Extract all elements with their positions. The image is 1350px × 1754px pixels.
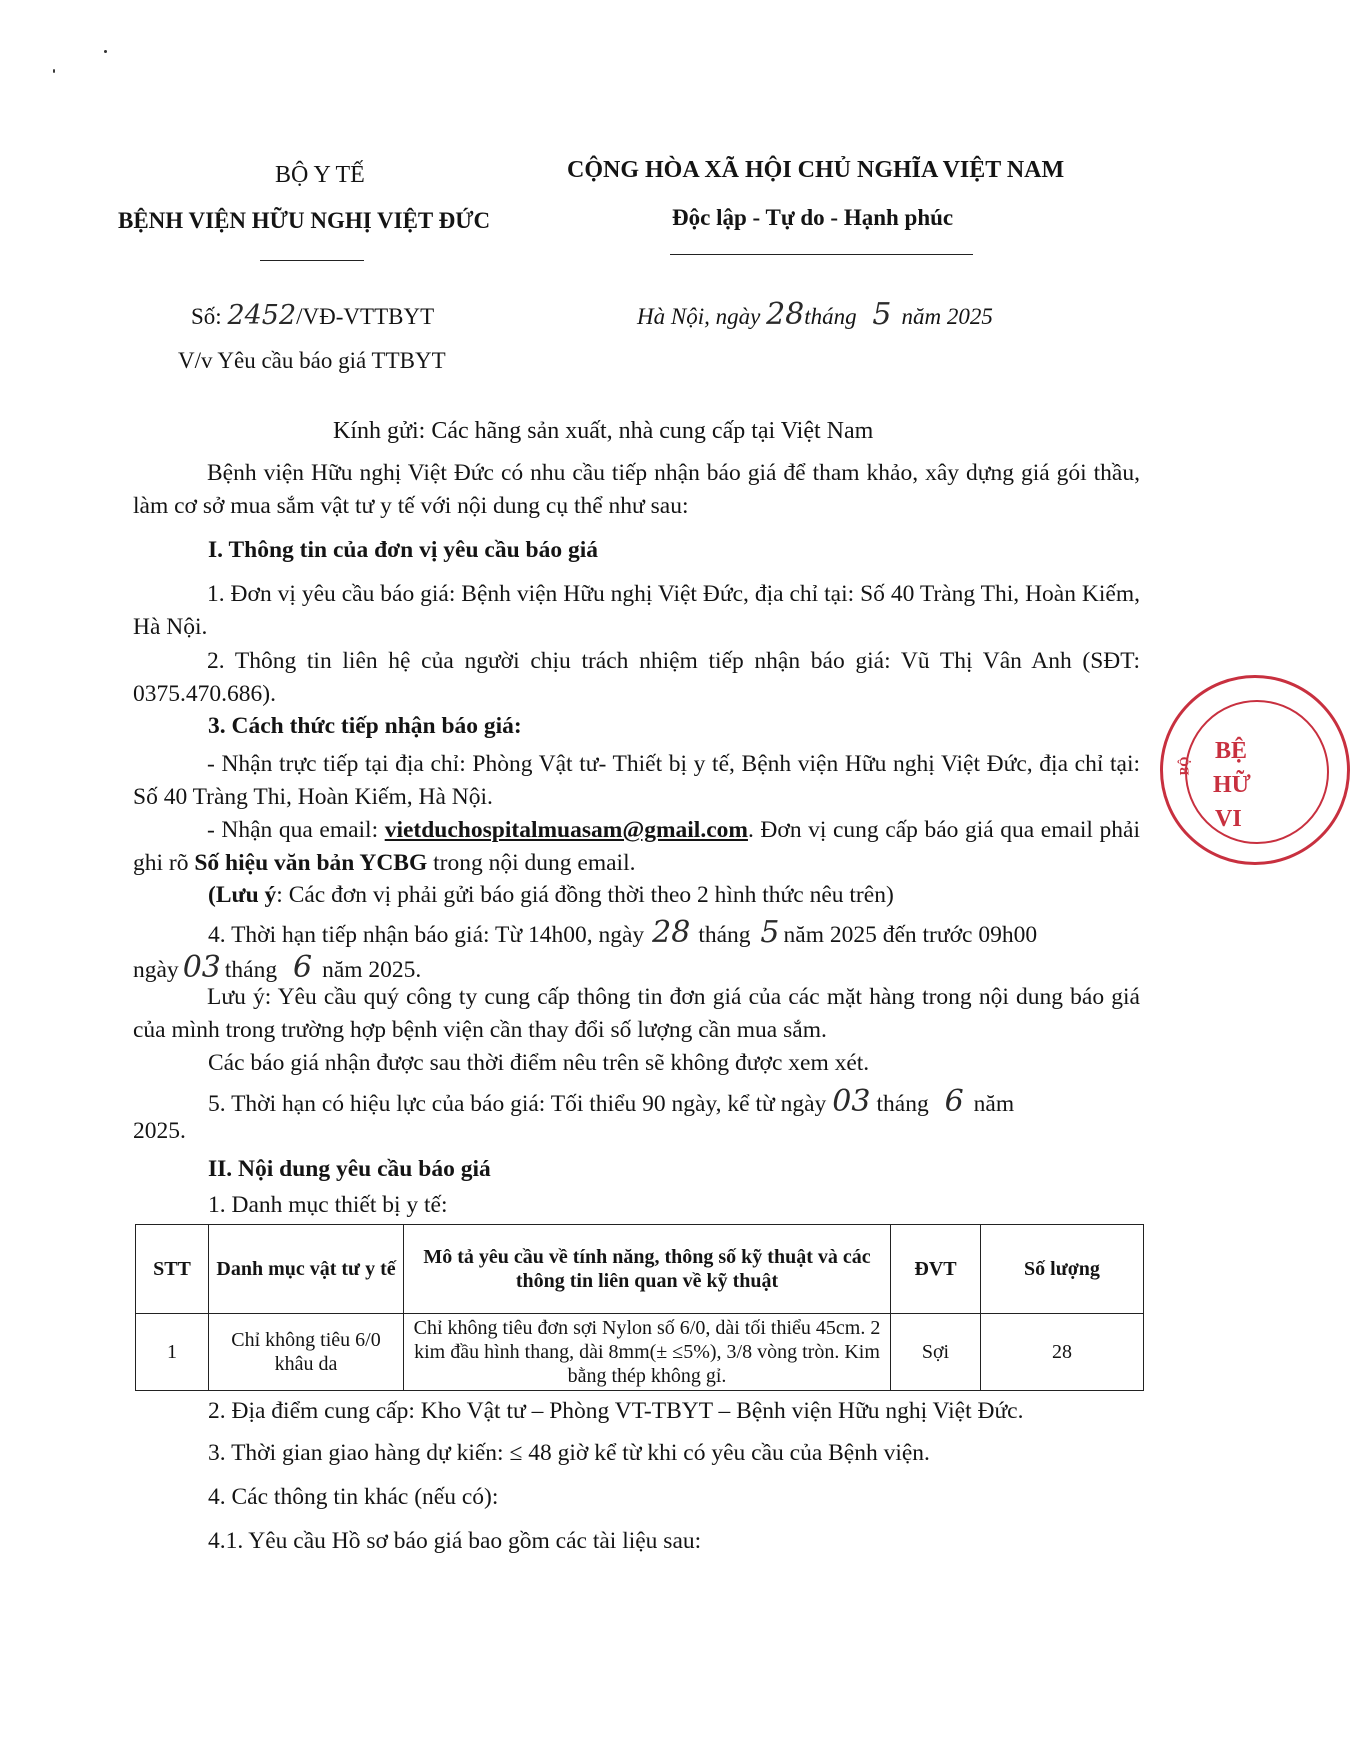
email-bold-note: Số hiệu văn bản YCBG [194,850,428,876]
note-unit-price: Lưu ý: Yêu cầu quý công ty cung cấp thông tin đơn giá của các mặt hàng trong nội dung báo giá của mình trong trường hợp bệnh viện cần thay đổi số lượng cần mua sắm. [133,984,1140,1043]
hospital-stamp [1160,675,1350,865]
item-5-year: 2025. [133,1118,186,1144]
item-4-month-1: 5 [760,915,780,950]
item-5-text-b: tháng [876,1091,929,1117]
section-2-title: II. Nội dung yêu cầu báo giá [208,1156,491,1182]
hospital-name: BỆNH VIỆN HỮU NGHỊ VIỆT ĐỨC [118,208,491,233]
cell-stt: 1 [136,1314,209,1391]
item-4-day-1: 28 [652,915,691,950]
doc-no-prefix: Số: [191,304,222,329]
header-left-divider [260,260,364,261]
item-3-email-paragraph [133,814,1140,880]
section-1-item-2: 2. Thông tin liên hệ của người chịu trách nhiệm tiếp nhận báo giá: Vũ Thị Vân Anh (SĐT: 0375.470.686). [133,648,1140,707]
date-month: 5 [872,297,892,332]
stamp-side-text: BỘ [1176,756,1192,776]
note-both-methods [208,882,894,909]
item-5-line-1 [208,1084,1014,1119]
column-header-item: Danh mục vật tư y tế [209,1225,404,1314]
column-header-unit: ĐVT [891,1225,981,1314]
document-number [191,300,434,331]
item-5-text-a: 5. Thời hạn có hiệu lực của báo giá: Tối thiểu 90 ngày, kể từ ngày [208,1091,827,1117]
scan-speck [53,69,55,73]
stamp-text-line-2: HỮ [1213,772,1251,798]
doc-no-handwritten: 2452 [227,300,297,331]
date-prefix: Hà Nội, ngày [637,304,761,329]
item-3-direct: - Nhận trực tiếp tại địa chỉ: Phòng Vật tư- Thiết bị y tế, Bệnh viện Hữu nghị Việt Đức, địa chỉ tại: Số 40 Tràng Thi, Hoàn Kiếm, Hà Nội. [133,751,1140,810]
date-day: 28 [766,297,805,332]
column-header-description: Mô tả yêu cầu về tính năng, thông số kỹ thuật và các thông tin liên quan về kỹ thuật [404,1225,891,1314]
email-mid: . Đơn vị cung cấp báo giá qua email phải ghi rõ [133,817,1140,876]
item-4-text-b: tháng [698,922,751,948]
cell-quantity: 28 [981,1314,1144,1391]
item-4-text-f: năm 2025. [322,957,422,983]
document-subject: V/v Yêu cầu báo giá TTBYT [178,348,446,373]
note-late-quotes: Các báo giá nhận được sau thời điểm nêu trên sẽ không được xem xét. [208,1050,870,1076]
section-1-item-1: 1. Đơn vị yêu cầu báo giá: Bệnh viện Hữu nghị Việt Đức, địa chỉ tại: Số 40 Tràng Thi, Hoàn Kiếm, Hà Nội. [133,581,1140,640]
item-4-day-2: 03 [182,950,221,985]
column-header-stt: STT [136,1225,209,1314]
doc-no-suffix: /VĐ-VTTBYT [296,304,435,329]
motto: Độc lập - Tự do - Hạnh phúc [672,205,954,230]
other-info: 4. Các thông tin khác (nếu có): [208,1484,499,1510]
header-right-divider [670,254,973,255]
item-4-line-1 [208,915,1037,950]
ministry-name: BỘ Y TẾ [275,162,365,188]
item-4-text-e: tháng [224,957,278,983]
note-label: (Lưu ý [208,882,277,908]
device-table [135,1224,1144,1391]
republic-title: CỘNG HÒA XÃ HỘI CHỦ NGHĨA VIỆT NAM [567,157,1065,183]
email-prefix: - Nhận qua email: [207,817,379,843]
email-link[interactable]: vietduchospitalmuasam@gmail.com [384,817,748,843]
note-text: : Các đơn vị phải gửi báo giá đồng thời theo 2 hình thức nêu trên) [276,882,894,908]
quote-documents-requirement: 4.1. Yêu cầu Hồ sơ báo giá bao gồm các tài liệu sau: [208,1528,702,1554]
item-5-day: 03 [832,1084,871,1119]
section-1-title: I. Thông tin của đơn vị yêu cầu báo giá [208,537,598,563]
item-4-line-2 [133,950,421,985]
cell-description: Chỉ không tiêu đơn sợi Nylon số 6/0, dài tối thiểu 45cm. 2 kim đầu hình thang, dài 8mm(± ≤5%), 3/8 vòng tròn. Kim bằng thép không gỉ. [404,1314,891,1391]
cell-unit: Sợi [891,1314,981,1391]
item-5-month: 6 [944,1084,964,1119]
date-year: năm 2025 [901,304,993,329]
column-header-quantity: Số lượng [981,1225,1144,1314]
item-4-text-c: năm 2025 đến trước 09h00 [783,922,1038,948]
stamp-inner-ring [1185,700,1329,844]
delivery-time: 3. Thời gian giao hàng dự kiến: ≤ 48 giờ kể từ khi có yêu cầu của Bệnh viện. [208,1440,930,1466]
item-4-month-2: 6 [292,950,313,985]
document-date [637,297,993,332]
stamp-text-line-3: VI [1215,806,1242,832]
table-row [136,1314,1144,1391]
section-1-item-3-title: 3. Cách thức tiếp nhận báo giá: [208,713,522,739]
stamp-text-line-1: BỆ [1215,738,1248,764]
date-month-label: tháng [804,304,857,329]
item-5-text-c: năm [973,1091,1015,1117]
table-header-row [136,1225,1144,1314]
salutation: Kính gửi: Các hãng sản xuất, nhà cung cấp tại Việt Nam [333,418,874,444]
delivery-location: 2. Địa điểm cung cấp: Kho Vật tư – Phòng VT-TBYT – Bệnh viện Hữu nghị Việt Đức. [208,1398,1024,1424]
cell-item: Chỉ không tiêu 6/0 khâu da [209,1314,404,1391]
scan-speck [104,50,107,53]
item-4-text-a: 4. Thời hạn tiếp nhận báo giá: Từ 14h00, ngày [208,922,645,948]
intro-paragraph: Bệnh viện Hữu nghị Việt Đức có nhu cầu tiếp nhận báo giá để tham khảo, xây dựng giá gói thầu, làm cơ sở mua sắm vật tư y tế với nội dung cụ thể như sau: [133,460,1140,519]
device-list-title: 1. Danh mục thiết bị y tế: [208,1192,448,1218]
email-end: trong nội dung email. [433,850,636,876]
item-4-text-d: ngày [133,957,179,983]
